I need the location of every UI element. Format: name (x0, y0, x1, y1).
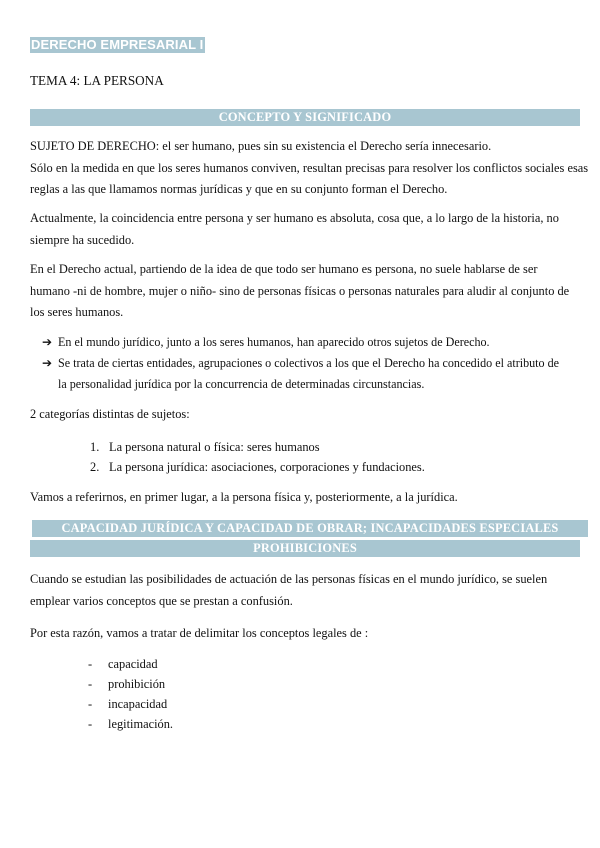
topic-title: TEMA 4: LA PERSONA (30, 73, 164, 88)
categories-intro: 2 categorías distintas de sujetos: (30, 407, 190, 421)
text-line: humano -ni de hombre, mujer o niño- sino de personas físicas o personas naturales para aludir al conjunto de (30, 283, 570, 298)
text-line: siempre ha sucedido. (30, 232, 135, 247)
text-line: emplear varios conceptos que se prestan a confusión. (30, 593, 293, 608)
list-item (90, 437, 425, 457)
text-line: SUJETO DE DERECHO: el ser humano, pues sin su existencia el Derecho sería innecesario. (30, 139, 492, 153)
list-item-text: La persona jurídica: asociaciones, corporaciones y fundaciones. (109, 460, 425, 474)
section-heading-capacidad: CAPACIDAD JURÍDICA Y CAPACIDAD DE OBRAR; INCAPACIDADES ESPECIALES (32, 520, 588, 537)
list-item-text: incapacidad (108, 697, 168, 711)
arrow-right-icon: ➔ (42, 335, 53, 349)
section-heading-concepto: CONCEPTO Y SIGNIFICADO (30, 109, 580, 126)
list-item (90, 457, 425, 477)
text-line: Actualmente, la coincidencia entre persona y ser humano es absoluta, cosa que, a lo largo de la historia, no (30, 211, 559, 225)
arrow-right-icon: ➔ (42, 356, 53, 370)
list-item-text: capacidad (108, 657, 158, 671)
categories-list (90, 437, 425, 477)
bullet-text: Se trata de ciertas entidades, agrupaciones o colectivos a los que el Derecho ha concedido el atributo de (58, 356, 560, 370)
paragraph-sujeto-derecho (30, 136, 589, 201)
paragraph-cuando (30, 569, 582, 612)
paragraph-actualmente (30, 208, 582, 251)
paragraph-derecho-actual (30, 259, 582, 324)
list-item (88, 654, 173, 674)
text-line: Cuando se estudian las posibilidades de actuación de las personas físicas en el mundo jurídico, se suelen (30, 572, 548, 586)
list-number: 2. (90, 460, 100, 474)
bullet-item (42, 353, 582, 394)
bullet-item (42, 332, 582, 353)
text-line: reglas a las que llamamos normas jurídicas y que en su conjunto forman el Derecho. (30, 182, 448, 196)
dash-marker: - (88, 717, 93, 731)
section-heading-prohibiciones: PROHIBICIONES (30, 540, 580, 557)
list-item-text: La persona natural o física: seres humanos (109, 440, 320, 454)
list-item-text: legitimación. (108, 717, 174, 731)
text-line: En el Derecho actual, partiendo de la idea de que todo ser humano es persona, no suele hablarse de ser (30, 262, 538, 276)
list-number: 1. (90, 440, 100, 454)
dash-marker: - (88, 697, 93, 711)
concepts-list (88, 654, 173, 734)
dash-marker: - (88, 657, 93, 671)
list-item (88, 694, 173, 714)
text-line: Sólo en la medida en que los seres humanos conviven, resultan precisas para resolver los conflictos sociales esas (30, 160, 589, 175)
paragraph-closing: Vamos a referirnos, en primer lugar, a la persona física y, posteriormente, a la jurídica. (30, 490, 458, 504)
list-item-text: prohibición (108, 677, 166, 691)
course-title: DERECHO EMPRESARIAL I (31, 37, 204, 52)
list-item (88, 674, 173, 694)
bullet-text: la personalidad jurídica por la concurrencia de determinadas circunstancias. (58, 376, 425, 391)
bullet-text: En el mundo jurídico, junto a los seres humanos, han aparecido otros sujetos de Derecho. (58, 335, 490, 349)
list-item (88, 714, 173, 734)
paragraph-por-esta-razon: Por esta razón, vamos a tratar de delimitar los conceptos legales de : (30, 626, 369, 640)
text-line: los seres humanos. (30, 305, 124, 319)
dash-marker: - (88, 677, 93, 691)
